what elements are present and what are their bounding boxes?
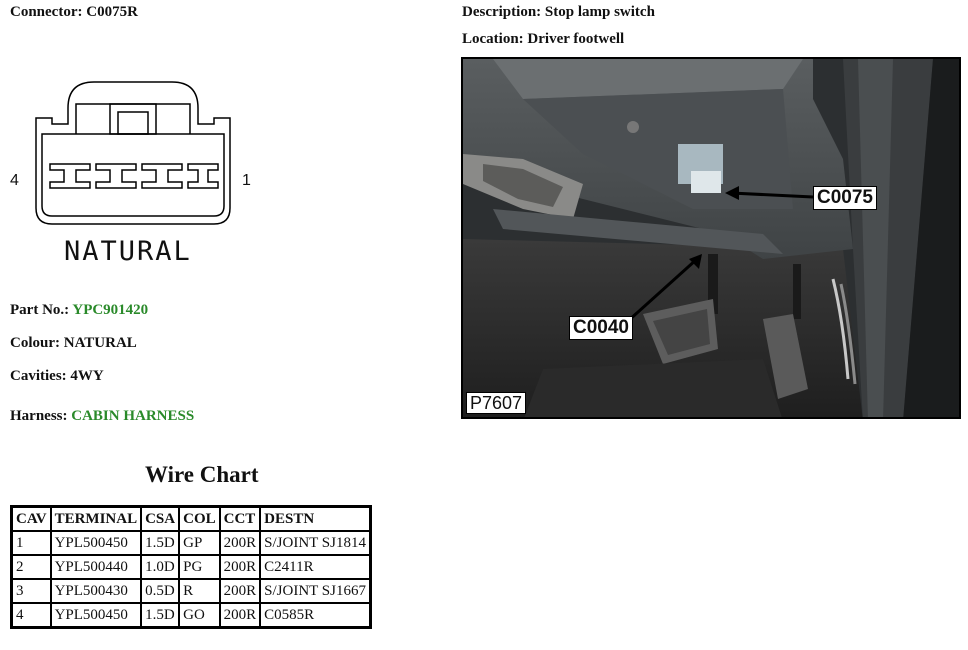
wire-chart-table (10, 505, 372, 629)
cell-cct: 200R (220, 603, 261, 628)
colour-line (10, 335, 137, 352)
description-value: Stop lamp switch (544, 4, 655, 20)
location-line (462, 31, 624, 48)
header-terminal: TERMINAL (51, 507, 142, 532)
cell-terminal: YPL500440 (51, 555, 142, 579)
drawing-colour-label: NATURAL (64, 236, 192, 267)
cavities-label: Cavities: (10, 368, 67, 384)
table-row (12, 531, 371, 555)
header-col: COL (179, 507, 220, 532)
cell-cct: 200R (220, 579, 261, 603)
harness-line (10, 408, 194, 425)
pin-number-right: 1 (242, 172, 251, 189)
header-csa: CSA (141, 507, 179, 532)
cell-col: PG (179, 555, 220, 579)
cell-terminal: YPL500450 (51, 603, 142, 628)
wire-chart-title: Wire Chart (145, 462, 259, 487)
cell-cct: 200R (220, 555, 261, 579)
cell-csa: 1.5D (141, 603, 179, 628)
location-value: Driver footwell (527, 31, 625, 47)
cell-cav: 3 (12, 579, 51, 603)
part-no-line (10, 302, 148, 319)
connector-value: C0075R (86, 4, 138, 20)
connector-label: Connector: (10, 4, 83, 20)
header-cct: CCT (220, 507, 261, 532)
cell-terminal: YPL500430 (51, 579, 142, 603)
cell-col: R (179, 579, 220, 603)
cell-cav: 4 (12, 603, 51, 628)
table-row (12, 579, 371, 603)
table-row (12, 555, 371, 579)
part-no-value[interactable]: YPC901420 (72, 302, 149, 318)
header-cav: CAV (12, 507, 51, 532)
footwell-illustration (463, 59, 961, 419)
colour-value: NATURAL (63, 335, 137, 351)
cell-destn: C2411R (260, 555, 370, 579)
cell-cav: 2 (12, 555, 51, 579)
callout-c0040: C0040 (569, 316, 633, 340)
location-photo (461, 57, 961, 419)
table-row (12, 603, 371, 628)
colour-label: Colour: (10, 335, 60, 351)
part-no-label: Part No.: (10, 302, 70, 318)
connector-line (10, 4, 138, 21)
description-label: Description: (462, 4, 542, 20)
cavities-value: 4WY (70, 368, 104, 384)
cell-csa: 1.0D (141, 555, 179, 579)
cell-col: GO (179, 603, 220, 628)
header-destn: DESTN (260, 507, 370, 532)
cell-cct: 200R (220, 531, 261, 555)
cell-destn: S/JOINT SJ1667 (260, 579, 370, 603)
photo-id-label: P7607 (466, 392, 526, 414)
cell-csa: 0.5D (141, 579, 179, 603)
cavities-line (10, 368, 104, 385)
harness-value[interactable]: CABIN HARNESS (71, 408, 195, 424)
cell-cav: 1 (12, 531, 51, 555)
cell-destn: C0585R (260, 603, 370, 628)
description-line (462, 4, 655, 21)
table-header-row (12, 507, 371, 532)
cell-csa: 1.5D (141, 531, 179, 555)
cell-terminal: YPL500450 (51, 531, 142, 555)
location-label: Location: (462, 31, 524, 47)
pin-number-left: 4 (10, 172, 19, 189)
connector-face-drawing (30, 78, 236, 228)
callout-c0075: C0075 (813, 186, 877, 210)
cell-destn: S/JOINT SJ1814 (260, 531, 370, 555)
harness-label: Harness: (10, 408, 68, 424)
cell-col: GP (179, 531, 220, 555)
